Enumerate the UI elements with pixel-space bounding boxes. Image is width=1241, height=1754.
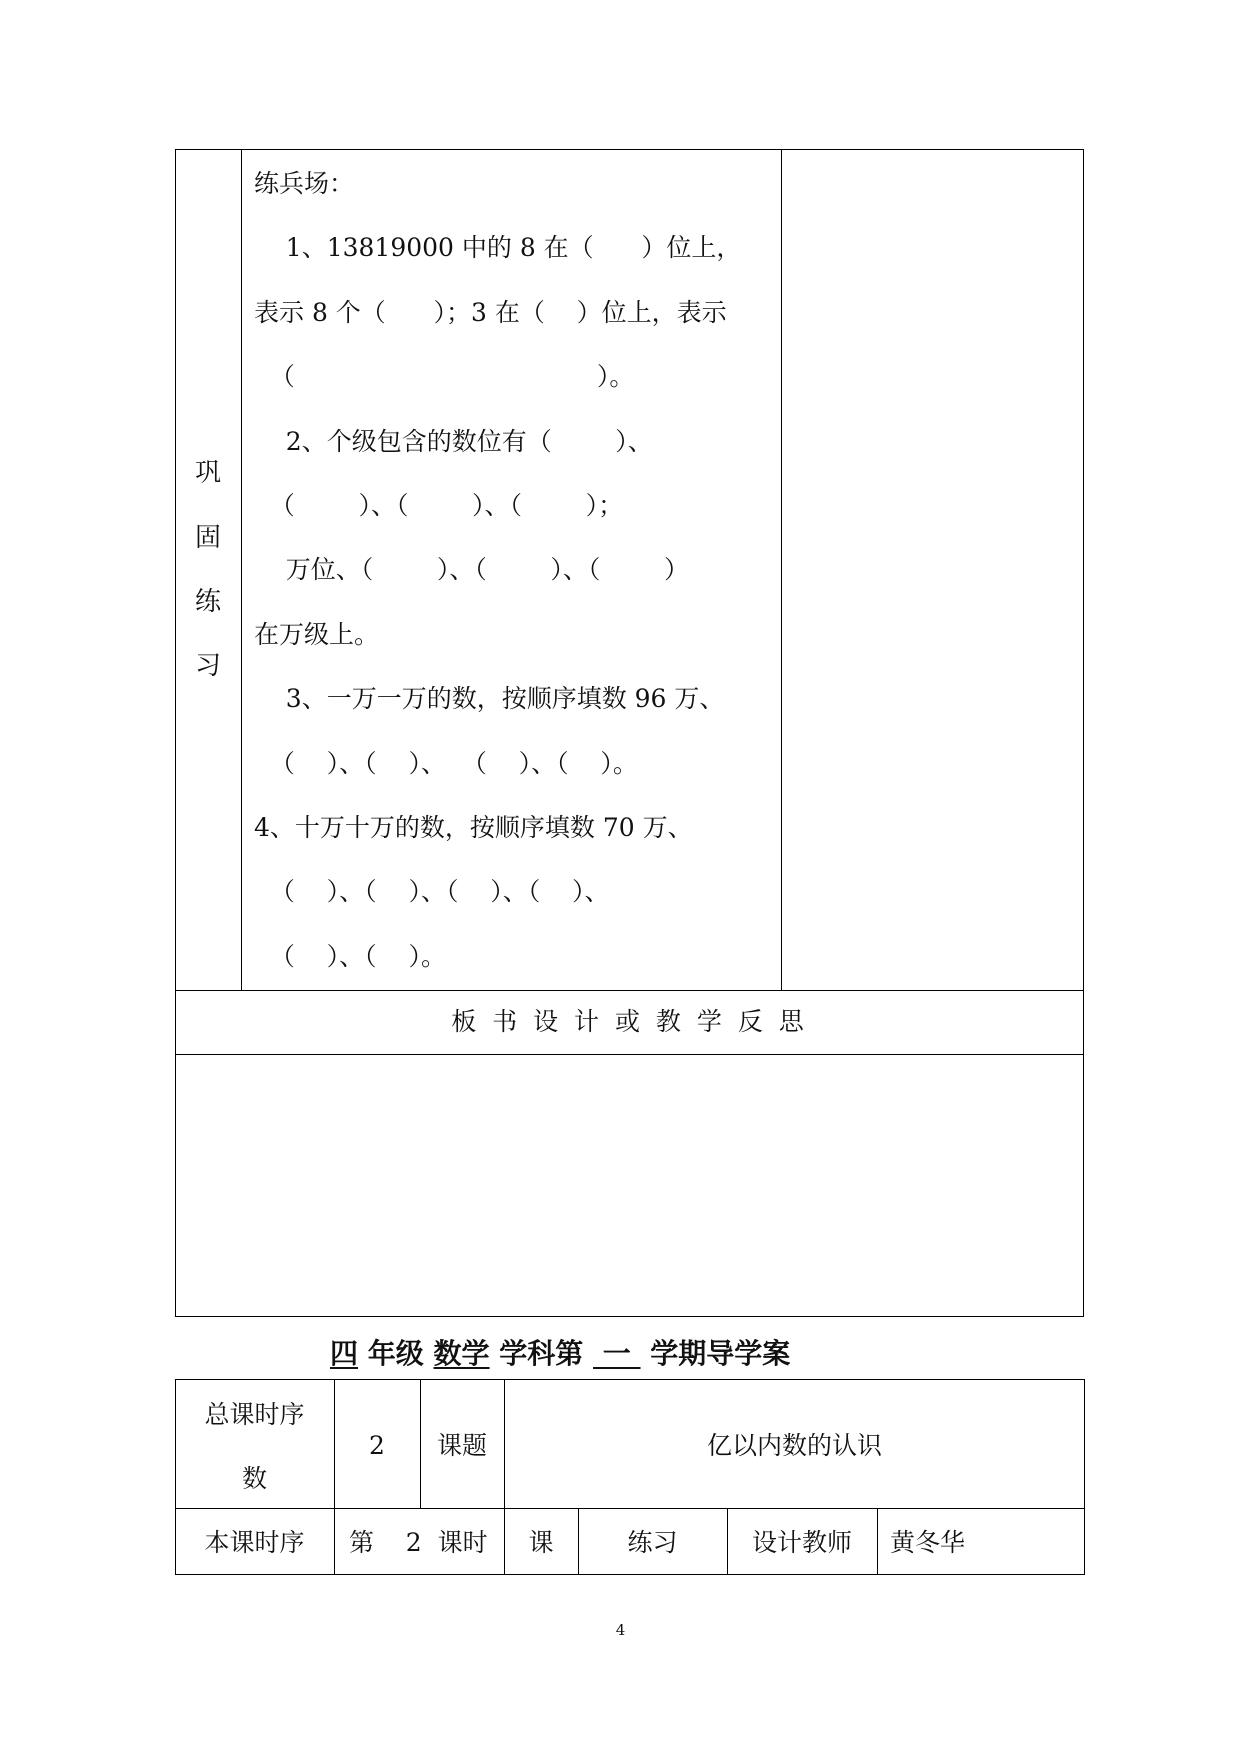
exercise-line: 万位、（ ）、（ ）、（ ） [254,555,690,584]
lesson-type-label: 课 [528,1528,554,1557]
title-text-3: 学期导学案 [640,1337,791,1370]
title-term: 一 [593,1337,641,1370]
divider-label-column [241,149,242,991]
topic-value: 亿以内数的认识 [706,1431,882,1460]
exercise-content [254,149,780,990]
total-lesson-label-line1: 总课时序 [204,1400,305,1429]
divider-reflection-top [175,990,1084,991]
side-label-char-3: 练 [195,587,222,617]
info-col-divider [877,1508,878,1575]
divider-reflection-bottom [175,1054,1084,1055]
exercise-line: 2、个级包含的数位有（ ）、 [254,427,653,456]
exercise-line: 4、十万十万的数，按顺序填数 70 万、 [254,813,693,842]
total-lesson-number: 2 [369,1431,385,1460]
title-grade: 四 [330,1337,359,1370]
lesson-period: 第 2 课时 [349,1528,488,1557]
exercise-line: （ ）、（ ）、 （ ）、（ ）。 [254,749,638,778]
info-row-divider [175,1508,1085,1509]
exercise-line: 3、一万一万的数，按顺序填数 96 万、 [254,684,725,713]
exercise-line: （ ）。 [254,362,635,391]
divider-notes-column [781,149,782,991]
lesson-order-label: 本课时序 [204,1528,305,1557]
exercise-line: 练兵场： [254,169,355,198]
exercise-line: （ ）、（ ）。 [254,942,446,971]
title-subject: 数学 [433,1337,490,1370]
page-number: 4 [615,1621,626,1639]
reflection-header: 板 书 设 计 或 教 学 反 思 [451,1007,808,1036]
side-label-char-1: 巩 [195,458,222,488]
exercise-line: 1、13819000 中的 8 在（ ）位上， [254,233,742,262]
exercise-line: （ ）、（ ）、（ ）、（ ）、 [254,877,610,906]
document-title [330,1332,790,1372]
topic-label: 课题 [436,1431,487,1460]
side-label-char-4: 习 [195,651,222,681]
designer-label: 设计教师 [751,1528,852,1557]
title-text-1: 年级 [358,1337,434,1370]
designer-name: 黄冬华 [890,1528,966,1557]
side-label-char-2: 固 [195,523,222,553]
info-col-divider [334,1379,335,1575]
lesson-type: 练习 [627,1528,678,1557]
exercise-line: （ ）、（ ）、（ ）； [254,491,624,520]
exercise-line: 表示 8 个（ ）；3 在（ ）位上，表示 [254,298,727,327]
total-lesson-label-line2: 数 [241,1464,267,1493]
exercise-line: 在万级上。 [254,620,380,649]
title-text-2: 学科第 [489,1337,594,1370]
